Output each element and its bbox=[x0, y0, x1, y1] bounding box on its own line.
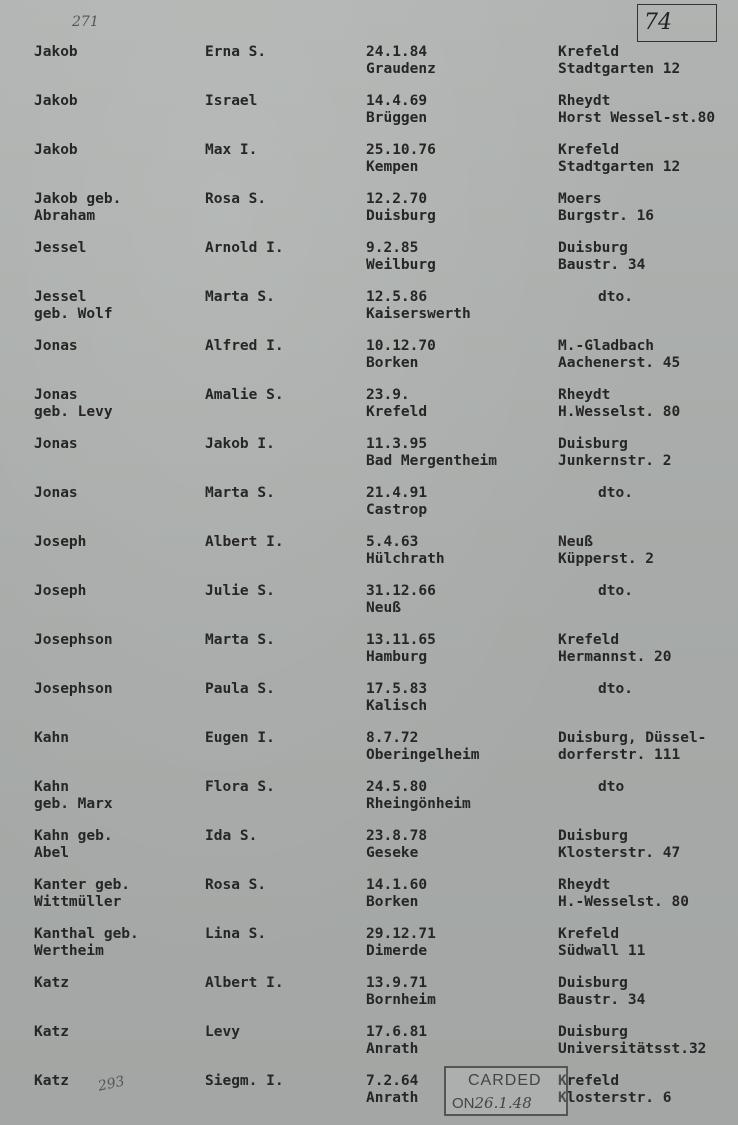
surname-line: geb. Levy bbox=[34, 404, 113, 420]
birth-date: 13.9.71 bbox=[366, 975, 428, 991]
table-row bbox=[0, 191, 738, 237]
birth-date: 11.3.95 bbox=[366, 436, 428, 452]
address-cell bbox=[598, 779, 624, 796]
given-name-cell bbox=[205, 534, 284, 551]
address-line: Duisburg, Düssel- bbox=[558, 730, 707, 746]
surname-cell bbox=[34, 93, 78, 110]
surname-cell bbox=[34, 387, 113, 421]
birth-date: 23.8.78 bbox=[366, 828, 428, 844]
table-row bbox=[0, 779, 738, 825]
table-row bbox=[0, 632, 738, 678]
given-name-cell bbox=[205, 142, 257, 159]
given-name: Flora S. bbox=[205, 779, 275, 795]
surname-line: Jakob geb. bbox=[34, 191, 122, 207]
address-line: M.-Gladbach bbox=[558, 338, 655, 354]
address-cell bbox=[598, 289, 633, 306]
address-cell bbox=[558, 436, 672, 470]
birth-date: 9.2.85 bbox=[366, 240, 419, 256]
address-line: Horst Wessel-st.80 bbox=[558, 110, 716, 126]
address-line: Hermannst. 20 bbox=[558, 649, 672, 665]
given-name: Albert I. bbox=[205, 534, 284, 550]
address-line: dto. bbox=[598, 583, 633, 599]
birth-date: 17.5.83 bbox=[366, 681, 428, 697]
address-cell bbox=[558, 975, 645, 1009]
surname-line: Abraham bbox=[34, 208, 96, 224]
birth-cell bbox=[366, 534, 445, 568]
surname-cell bbox=[34, 926, 139, 960]
surname-cell bbox=[34, 828, 113, 862]
table-row bbox=[0, 142, 738, 188]
given-name-cell bbox=[205, 436, 275, 453]
address-cell bbox=[558, 240, 645, 274]
birth-date: 25.10.76 bbox=[366, 142, 436, 158]
carded-stamp bbox=[444, 1066, 568, 1116]
birth-place: Anrath bbox=[366, 1090, 419, 1106]
birth-cell bbox=[366, 44, 436, 78]
table-row bbox=[0, 975, 738, 1021]
birth-cell bbox=[366, 338, 436, 372]
handwritten-page-ref: 271 bbox=[72, 14, 99, 30]
birth-place: Oberingelheim bbox=[366, 747, 480, 763]
surname-line: Kahn bbox=[34, 779, 69, 795]
birth-place: Kalisch bbox=[366, 698, 428, 714]
address-line: Duisburg bbox=[558, 240, 628, 256]
stamp-date-line bbox=[452, 1094, 532, 1112]
address-line: Krefeld bbox=[558, 926, 620, 942]
address-line: H.-Wesselst. 80 bbox=[558, 894, 689, 910]
surname-cell bbox=[34, 681, 113, 698]
surname-line: Josephson bbox=[34, 681, 113, 697]
given-name-cell bbox=[205, 240, 284, 257]
birth-date: 7.2.64 bbox=[366, 1073, 419, 1089]
address-cell bbox=[558, 1073, 672, 1107]
surname-line: Jakob bbox=[34, 142, 78, 158]
address-cell bbox=[558, 142, 680, 176]
address-line: Universitätsst.32 bbox=[558, 1041, 707, 1057]
birth-date: 24.5.80 bbox=[366, 779, 428, 795]
surname-cell bbox=[34, 877, 130, 911]
address-cell bbox=[558, 730, 706, 764]
birth-date: 31.12.66 bbox=[366, 583, 436, 599]
page-number-box: 74 bbox=[637, 4, 717, 42]
birth-cell bbox=[366, 730, 480, 764]
birth-date: 12.2.70 bbox=[366, 191, 428, 207]
address-line: Küpperst. 2 bbox=[558, 551, 655, 567]
address-line: dto bbox=[598, 779, 625, 795]
surname-line: Kahn bbox=[34, 730, 69, 746]
table-row bbox=[0, 730, 738, 776]
table-row bbox=[0, 289, 738, 335]
address-line: Rheydt bbox=[558, 93, 611, 109]
given-name: Ida S. bbox=[205, 828, 258, 844]
surname-cell bbox=[34, 583, 86, 600]
address-line: Duisburg bbox=[558, 436, 628, 452]
surname-line: Kanter geb. bbox=[34, 877, 131, 893]
birth-place: Castrop bbox=[366, 502, 428, 518]
surname-cell bbox=[34, 975, 69, 992]
address-line: Rheydt bbox=[558, 387, 611, 403]
table-row bbox=[0, 485, 738, 531]
given-name: Eugen I. bbox=[205, 730, 275, 746]
surname-line: Jonas bbox=[34, 338, 78, 354]
given-name-cell bbox=[205, 387, 284, 404]
birth-place: Krefeld bbox=[366, 404, 428, 420]
birth-cell bbox=[366, 485, 427, 519]
surname-line: Wittmüller bbox=[34, 894, 122, 910]
table-row bbox=[0, 93, 738, 139]
given-name: Julie S. bbox=[205, 583, 275, 599]
birth-place: Anrath bbox=[366, 1041, 419, 1057]
given-name-cell bbox=[205, 926, 266, 943]
table-row bbox=[0, 436, 738, 482]
address-line: Aachenerst. 45 bbox=[558, 355, 681, 371]
address-cell bbox=[558, 877, 689, 911]
address-line: Krefeld bbox=[558, 142, 620, 158]
birth-cell bbox=[366, 632, 436, 666]
address-cell bbox=[558, 534, 654, 568]
surname-line: Joseph bbox=[34, 534, 87, 550]
birth-cell bbox=[366, 387, 427, 421]
birth-date: 14.1.60 bbox=[366, 877, 428, 893]
surname-line: Jakob bbox=[34, 44, 78, 60]
address-line: dto. bbox=[598, 485, 633, 501]
address-cell bbox=[558, 191, 654, 225]
table-row bbox=[0, 828, 738, 874]
given-name-cell bbox=[205, 1073, 284, 1090]
surname-line: Jessel bbox=[34, 289, 87, 305]
address-line: Moers bbox=[558, 191, 602, 207]
stamp-date: 26.1.48 bbox=[474, 1094, 532, 1112]
address-line: Duisburg bbox=[558, 828, 628, 844]
address-line: dto. bbox=[598, 289, 633, 305]
surname-cell bbox=[34, 289, 113, 323]
surname-line: geb. Marx bbox=[34, 796, 113, 812]
given-name-cell bbox=[205, 191, 266, 208]
surname-cell bbox=[34, 485, 78, 502]
birth-place: Dimerde bbox=[366, 943, 428, 959]
birth-place: Bad Mergentheim bbox=[366, 453, 497, 469]
given-name-cell bbox=[205, 779, 275, 796]
address-line: Baustr. 34 bbox=[558, 257, 646, 273]
birth-date: 10.12.70 bbox=[366, 338, 436, 354]
birth-place: Kaiserswerth bbox=[366, 306, 471, 322]
surname-line: Josephson bbox=[34, 632, 113, 648]
surname-line: Jakob bbox=[34, 93, 78, 109]
address-cell bbox=[598, 485, 633, 502]
birth-cell bbox=[366, 289, 471, 323]
address-line: Junkernstr. 2 bbox=[558, 453, 672, 469]
birth-date: 23.9. bbox=[366, 387, 410, 403]
address-line: Duisburg bbox=[558, 1024, 628, 1040]
birth-place: Hülchrath bbox=[366, 551, 445, 567]
birth-date: 24.1.84 bbox=[366, 44, 428, 60]
given-name-cell bbox=[205, 632, 275, 649]
surname-cell bbox=[34, 191, 121, 225]
given-name: Max I. bbox=[205, 142, 258, 158]
given-name: Marta S. bbox=[205, 289, 275, 305]
address-cell bbox=[558, 44, 680, 78]
surname-line: Katz bbox=[34, 1024, 69, 1040]
given-name-cell bbox=[205, 338, 284, 355]
table-row bbox=[0, 534, 738, 580]
given-name: Erna S. bbox=[205, 44, 267, 60]
address-cell bbox=[558, 387, 680, 421]
address-cell bbox=[558, 632, 672, 666]
given-name: Arnold I. bbox=[205, 240, 284, 256]
given-name: Marta S. bbox=[205, 632, 275, 648]
address-line: Baustr. 34 bbox=[558, 992, 646, 1008]
surname-cell bbox=[34, 779, 113, 813]
table-row bbox=[0, 583, 738, 629]
surname-cell bbox=[34, 730, 69, 747]
birth-cell bbox=[366, 240, 436, 274]
surname-line: Jonas bbox=[34, 436, 78, 452]
surname-cell bbox=[34, 632, 113, 649]
birth-cell bbox=[366, 975, 436, 1009]
surname-cell bbox=[34, 1024, 69, 1041]
birth-cell bbox=[366, 1073, 418, 1107]
given-name: Jakob I. bbox=[205, 436, 275, 452]
address-line: Krefeld bbox=[558, 44, 620, 60]
stamp-date-prefix: ON bbox=[452, 1095, 475, 1112]
birth-place: Graudenz bbox=[366, 61, 436, 77]
birth-place: Hamburg bbox=[366, 649, 428, 665]
birth-cell bbox=[366, 191, 436, 225]
birth-place: Kempen bbox=[366, 159, 419, 175]
address-line: Klosterstr. 6 bbox=[558, 1090, 672, 1106]
address-line: Rheydt bbox=[558, 877, 611, 893]
address-cell bbox=[598, 583, 633, 600]
birth-place: Borken bbox=[366, 355, 419, 371]
birth-date: 21.4.91 bbox=[366, 485, 428, 501]
surname-line: Wertheim bbox=[34, 943, 104, 959]
birth-place: Geseke bbox=[366, 845, 419, 861]
given-name-cell bbox=[205, 681, 275, 698]
surname-cell bbox=[34, 1073, 69, 1090]
birth-date: 8.7.72 bbox=[366, 730, 419, 746]
given-name: Siegm. I. bbox=[205, 1073, 284, 1089]
birth-cell bbox=[366, 828, 427, 862]
birth-cell bbox=[366, 779, 471, 813]
birth-place: Duisburg bbox=[366, 208, 436, 224]
birth-place: Rheingönheim bbox=[366, 796, 471, 812]
surname-cell bbox=[34, 44, 78, 61]
birth-date: 14.4.69 bbox=[366, 93, 428, 109]
surname-cell bbox=[34, 436, 78, 453]
birth-cell bbox=[366, 436, 497, 470]
table-row bbox=[0, 926, 738, 972]
given-name: Lina S. bbox=[205, 926, 267, 942]
address-line: H.Wesselst. 80 bbox=[558, 404, 681, 420]
surname-line: geb. Wolf bbox=[34, 306, 113, 322]
given-name-cell bbox=[205, 289, 275, 306]
table-row bbox=[0, 44, 738, 90]
address-line: Krefeld bbox=[558, 632, 620, 648]
birth-cell bbox=[366, 142, 436, 176]
given-name: Alfred I. bbox=[205, 338, 284, 354]
surname-line: Joseph bbox=[34, 583, 87, 599]
address-line: Duisburg bbox=[558, 975, 628, 991]
birth-date: 17.6.81 bbox=[366, 1024, 428, 1040]
table-row bbox=[0, 240, 738, 286]
birth-place: Weilburg bbox=[366, 257, 436, 273]
address-cell bbox=[558, 1024, 706, 1058]
address-line: Stadtgarten 12 bbox=[558, 61, 681, 77]
surname-cell bbox=[34, 338, 78, 355]
birth-date: 5.4.63 bbox=[366, 534, 419, 550]
birth-cell bbox=[366, 1024, 427, 1058]
address-cell bbox=[558, 93, 715, 127]
given-name: Albert I. bbox=[205, 975, 284, 991]
table-row bbox=[0, 681, 738, 727]
address-line: Stadtgarten 12 bbox=[558, 159, 681, 175]
address-cell bbox=[558, 338, 680, 372]
birth-cell bbox=[366, 877, 427, 911]
birth-date: 12.5.86 bbox=[366, 289, 428, 305]
address-cell bbox=[558, 828, 680, 862]
address-line: dto. bbox=[598, 681, 633, 697]
address-cell bbox=[598, 681, 633, 698]
birth-place: Bornheim bbox=[366, 992, 436, 1008]
table-row bbox=[0, 387, 738, 433]
address-line: Südwall 11 bbox=[558, 943, 646, 959]
surname-cell bbox=[34, 142, 78, 159]
birth-place: Borken bbox=[366, 894, 419, 910]
birth-place: Neuß bbox=[366, 600, 401, 616]
given-name: Amalie S. bbox=[205, 387, 284, 403]
given-name-cell bbox=[205, 828, 257, 845]
address-line: Burgstr. 16 bbox=[558, 208, 655, 224]
given-name-cell bbox=[205, 93, 257, 110]
given-name-cell bbox=[205, 485, 275, 502]
table-row bbox=[0, 877, 738, 923]
given-name: Levy bbox=[205, 1024, 240, 1040]
birth-cell bbox=[366, 681, 427, 715]
birth-cell bbox=[366, 926, 436, 960]
address-line: dorferstr. 111 bbox=[558, 747, 681, 763]
birth-date: 29.12.71 bbox=[366, 926, 436, 942]
address-cell bbox=[558, 926, 645, 960]
given-name-cell bbox=[205, 583, 275, 600]
birth-date: 13.11.65 bbox=[366, 632, 436, 648]
address-line: Krefeld bbox=[558, 1073, 620, 1089]
address-line: Klosterstr. 47 bbox=[558, 845, 681, 861]
surname-line: Jessel bbox=[34, 240, 87, 256]
surname-line: Kanthal geb. bbox=[34, 926, 139, 942]
given-name: Israel bbox=[205, 93, 258, 109]
given-name-cell bbox=[205, 975, 284, 992]
surname-line: Katz bbox=[34, 975, 69, 991]
handwritten-note: 293 bbox=[96, 1073, 127, 1095]
table-row bbox=[0, 338, 738, 384]
given-name-cell bbox=[205, 877, 266, 894]
surname-cell bbox=[34, 240, 86, 257]
birth-cell bbox=[366, 583, 436, 617]
surname-line: Kahn geb. bbox=[34, 828, 113, 844]
given-name-cell bbox=[205, 44, 266, 61]
surname-line: Abel bbox=[34, 845, 69, 861]
given-name: Rosa S. bbox=[205, 877, 267, 893]
address-line: Neuß bbox=[558, 534, 593, 550]
given-name-cell bbox=[205, 1024, 240, 1041]
surname-line: Jonas bbox=[34, 485, 78, 501]
given-name: Rosa S. bbox=[205, 191, 267, 207]
surname-cell bbox=[34, 534, 86, 551]
birth-cell bbox=[366, 93, 427, 127]
birth-place: Brüggen bbox=[366, 110, 428, 126]
given-name: Marta S. bbox=[205, 485, 275, 501]
given-name: Paula S. bbox=[205, 681, 275, 697]
stamp-title: CARDED bbox=[468, 1072, 542, 1089]
table-row bbox=[0, 1024, 738, 1070]
given-name-cell bbox=[205, 730, 275, 747]
surname-line: Katz bbox=[34, 1073, 69, 1089]
surname-line: Jonas bbox=[34, 387, 78, 403]
